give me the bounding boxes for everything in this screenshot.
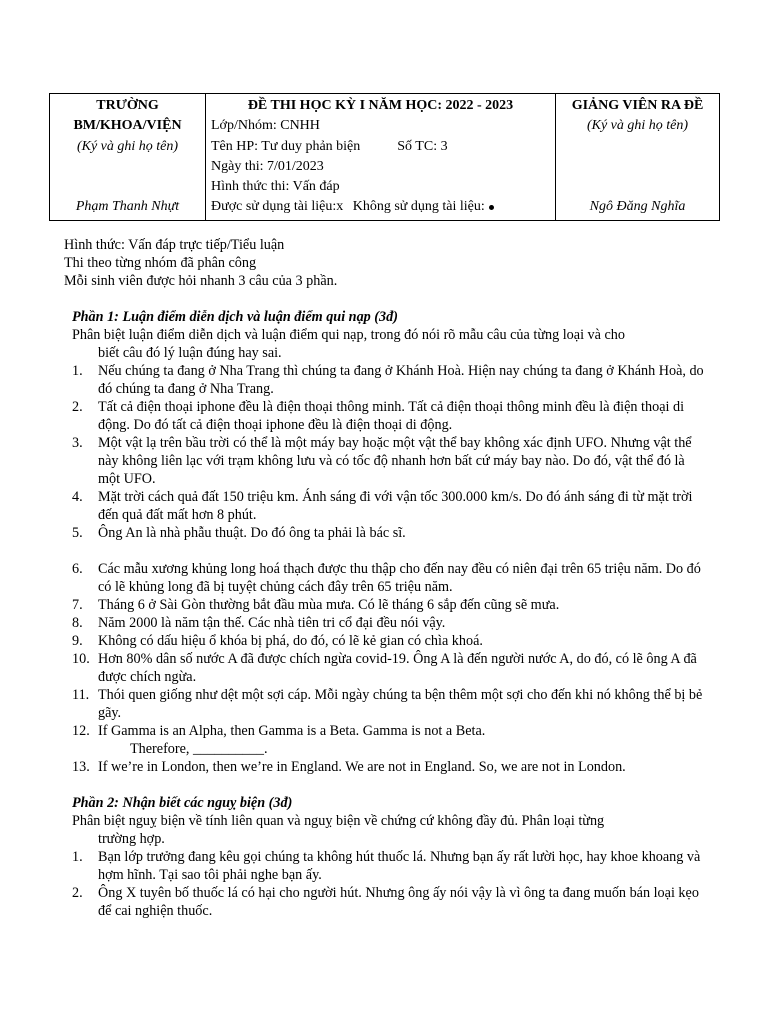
class-group: Lớp/Nhóm: CNHH <box>211 118 320 134</box>
course-line <box>211 137 550 157</box>
list-item: 2. Ông X tuyên bố thuốc lá có hại cho người hút. Nhưng ông ấy nói vậy là vì ông ta đang muốn bán loại kẹo để cai nghiện thuốc. <box>72 885 699 919</box>
exam-date: Ngày thi: 7/01/2023 <box>211 158 324 174</box>
part2-desc-line2: trường hợp. <box>98 831 165 847</box>
part1-description <box>72 326 704 362</box>
list-item: 11. Thói quen giống như dệt một sợi cáp. Mỗi ngày chúng ta bện thêm một sợi cho đến khi nó không thể bị bẻ gãy. <box>72 687 703 721</box>
part2-list <box>64 848 704 920</box>
header-middle-cell <box>206 94 556 221</box>
list-item: 13. If we’re in London, then we’re in England. We are not in England. So, we are not in London. <box>72 759 626 775</box>
intro-line-1: Hình thức: Vấn đáp trực tiếp/Tiểu luận <box>64 237 285 253</box>
therefore-line: Therefore, __________. <box>130 741 268 757</box>
school-title: TRƯỜNG BM/KHOA/VIỆN <box>73 98 182 134</box>
intro-line-3: Mỗi sinh viên được hỏi nhanh 3 câu của 3 phần. <box>64 273 338 289</box>
list-item: 1. Nếu chúng ta đang ở Nha Trang thì chúng ta đang ở Khánh Hoà. Hiện nay chúng ta đang ở Khánh Hoà, do đó chúng ta đang ở Nha Trang. <box>72 363 704 397</box>
part1-title: Phần 1: Luận điểm diễn dịch và luận điểm qui nạp (3đ) <box>72 309 398 325</box>
part1-list-a <box>64 362 704 542</box>
exam-header-table <box>49 93 720 221</box>
list-item: 3. Một vật lạ trên bầu trời có thể là một máy bay hoặc một vật thể bay không xác định UFO. Nhưng vật thể này không liên lạc với trạm không lưu và có tốc độ nhanh hơn bất cứ máy bay nào. Do đó, vật thể đó là một UFO. <box>72 435 692 487</box>
list-item: 9. Không có dấu hiệu ổ khóa bị phá, do đó, có lẽ kẻ gian có chìa khoá. <box>72 633 483 649</box>
exam-form: Hình thức thi: Vấn đáp <box>211 179 340 195</box>
part2-title: Phần 2: Nhận biết các nguỵ biện (3đ) <box>72 795 293 811</box>
list-item: 6. Các mẫu xương khủng long hoá thạch được thu thập cho đến nay đều có niên đại trên 65 triệu năm. Do đó có lẽ khủng long đã bị tuyệt chủng cách đây trên 65 triệu năm. <box>72 561 701 595</box>
part1-list-b <box>64 560 704 776</box>
part1-desc-line2: biết câu đó lý luận đúng hay sai. <box>98 345 282 361</box>
part1-desc-line1: Phân biệt luận điểm diễn dịch và luận điểm qui nạp, trong đó nói rõ mẫu câu của từng loại và cho <box>72 327 625 343</box>
list-item: 10. Hơn 80% dân số nước A đã được chích ngừa covid-19. Ông A là đến người nước A, do đó, có lẽ ông A đã được chích ngừa. <box>72 651 697 685</box>
course-name: Tên HP: Tư duy phản biện <box>211 138 361 154</box>
list-item: 12. If Gamma is an Alpha, then Gamma is a Beta. Gamma is not a Beta. Therefore, __________. <box>72 722 704 758</box>
part2-desc-line1: Phân biệt nguỵ biện về tính liên quan và nguỵ biện về chứng cứ không đầy đủ. Phân loại từng <box>72 813 605 829</box>
docs-not-allowed: Không sử dụng tài liệu: <box>352 199 485 215</box>
bullet-icon <box>489 205 494 210</box>
list-item: 1. Bạn lớp trưởng đang kêu gọi chúng ta không hút thuốc lá. Nhưng bạn ấy rất lười học, hay khoe khoang và hợm hĩnh. Tại sao tôi phải nghe bạn ấy. <box>72 849 701 883</box>
part2-description <box>72 812 704 848</box>
signature-note-left: (Ký và ghi họ tên) <box>76 138 179 154</box>
intro-line-2: Thi theo từng nhóm đã phân công <box>64 255 257 271</box>
list-item: 8. Năm 2000 là năm tận thế. Các nhà tiên tri cổ đại đều nói vậy. <box>72 615 446 631</box>
docs-allowed: Được sử dụng tài liệu:x <box>211 199 344 215</box>
lecturer-title: GIẢNG VIÊN RA ĐỀ <box>571 98 704 113</box>
header-left-cell <box>50 94 206 221</box>
list-item: 7. Tháng 6 ở Sài Gòn thường bắt đầu mùa mưa. Có lẽ tháng 6 sắp đến cũng sẽ mưa. <box>72 597 560 613</box>
lecturer-name: Ngô Đăng Nghĩa <box>589 198 686 214</box>
list-item: 2. Tất cả điện thoại iphone đều là điện thoại thông minh. Tất cả điện thoại thông minh đều là điện thoại di động. Do đó tất cả điện thoại iphone đều là điện thoại di động. <box>72 399 685 433</box>
exam-body <box>64 236 704 920</box>
exam-title: ĐỀ THI HỌC KỲ I NĂM HỌC: 2022 - 2023 <box>247 98 514 113</box>
list-item: 4. Mặt trời cách quả đất 150 triệu km. Ánh sáng đi với vận tốc 300.000 km/s. Do đó ánh sáng đi từ mặt trời đến quả đất mất hơn 8 phút. <box>72 489 693 523</box>
list-item: 5. Ông An là nhà phẫu thuật. Do đó ông ta phải là bác sĩ. <box>72 525 406 541</box>
documents-line <box>211 197 550 217</box>
header-right-cell <box>556 94 720 221</box>
signature-note-right: (Ký và ghi họ tên) <box>586 118 689 134</box>
head-name: Phạm Thanh Nhựt <box>75 198 180 214</box>
credits: Số TC: 3 <box>397 138 448 154</box>
